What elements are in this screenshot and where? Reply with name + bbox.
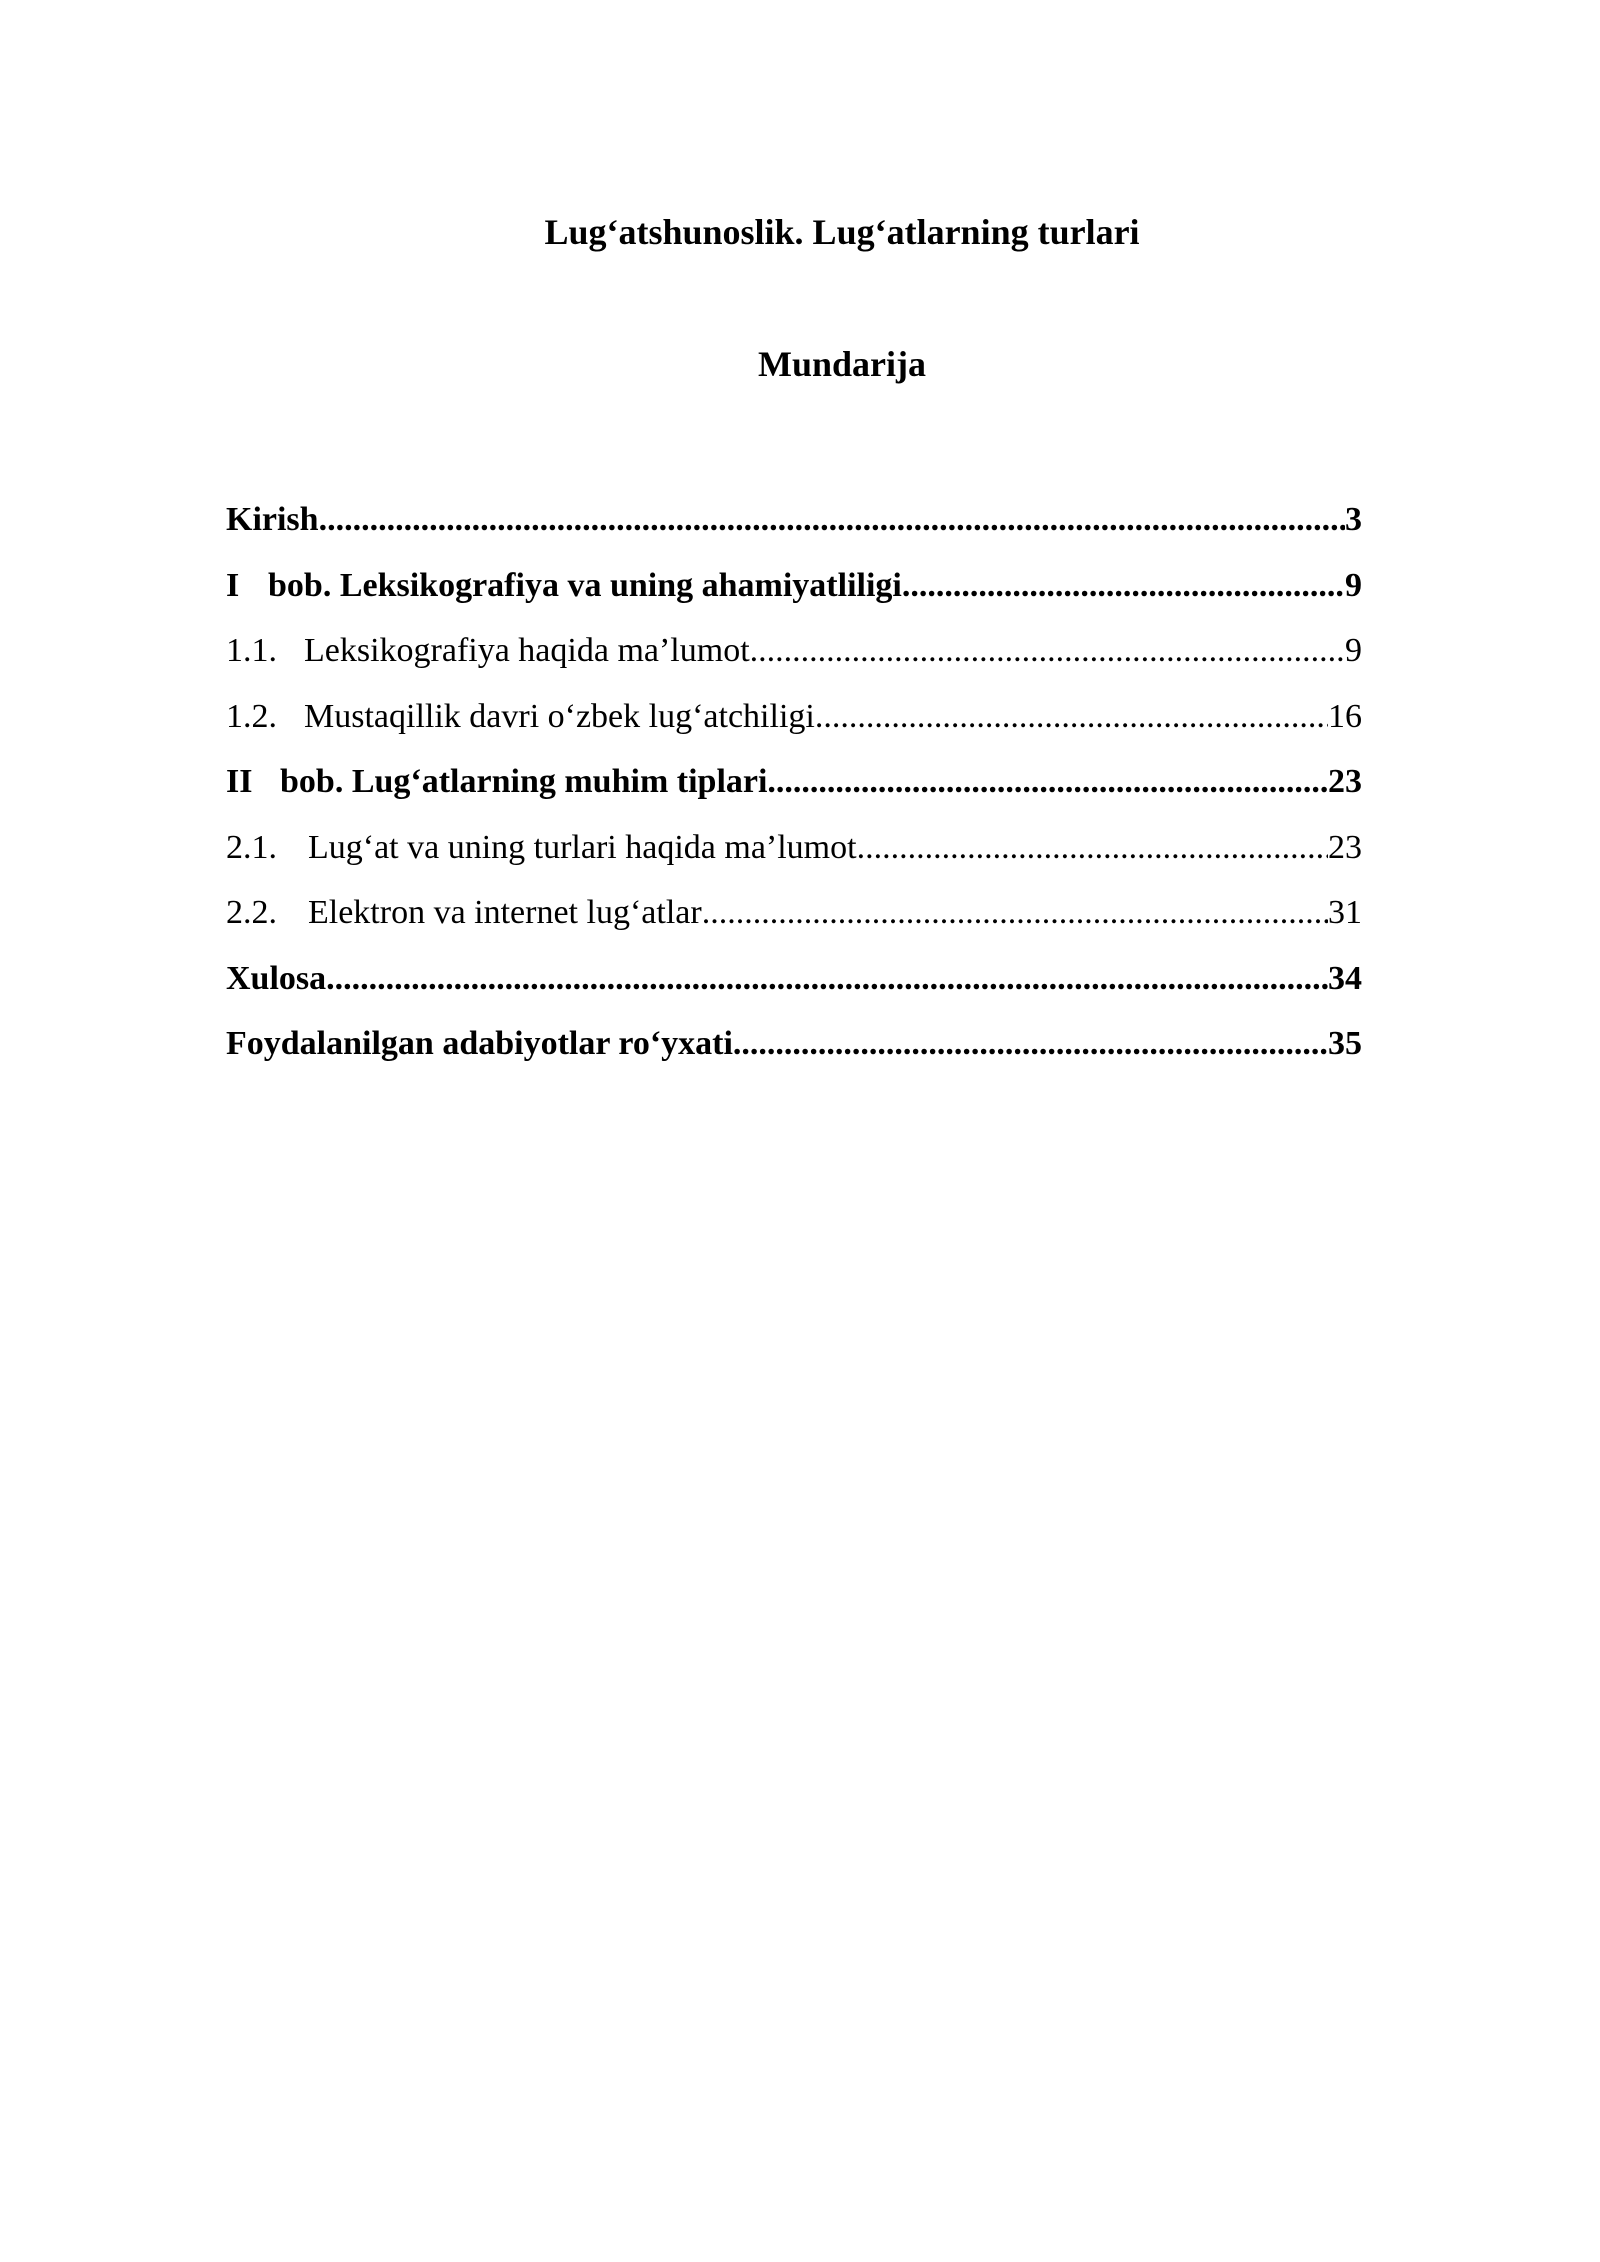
toc-dot-leader	[902, 560, 1345, 612]
toc-entry-chapter-2[interactable]	[226, 756, 1362, 822]
toc-entry-title: Lug‘at va uning turlari haqida ma’lumot	[308, 828, 857, 866]
toc-entry-introduction[interactable]	[226, 494, 1362, 560]
toc-entry-title: Kirish	[226, 501, 319, 538]
table-of-contents	[226, 494, 1362, 1084]
toc-dot-leader	[702, 887, 1328, 939]
toc-entry-title: bob. Leksikografiya va uning ahamiyatliligi	[268, 566, 902, 604]
toc-page-number: 9	[1345, 632, 1362, 669]
toc-section-number: 1.2.	[226, 697, 277, 735]
toc-entry-title: Foydalanilgan adabiyotlar ro‘yxati	[226, 1025, 733, 1062]
toc-page-number: 23	[1328, 828, 1362, 866]
toc-section-number: 1.1.	[226, 632, 277, 669]
toc-entry-title: Mustaqillik davri o‘zbek lug‘atchiligi	[304, 697, 815, 735]
document-title: Lug‘atshunoslik. Lug‘atlarning turlari	[544, 212, 1140, 252]
toc-dot-leader	[750, 625, 1345, 677]
toc-entry-title: Elektron va internet lug‘atlar	[308, 894, 702, 931]
toc-section-number: 2.2.	[226, 894, 277, 931]
toc-page-number: 3	[1345, 501, 1362, 538]
toc-page-number: 9	[1345, 566, 1362, 604]
toc-page-number: 34	[1328, 959, 1362, 997]
toc-dot-leader	[733, 1018, 1328, 1070]
toc-entry-title: Xulosa	[226, 959, 327, 997]
toc-chapter-number: I	[226, 566, 240, 604]
toc-entry-section-2-2[interactable]	[226, 887, 1362, 953]
toc-page-number: 35	[1328, 1025, 1362, 1062]
toc-entry-title: Leksikografiya haqida ma’lumot	[304, 632, 750, 669]
toc-entry-conclusion[interactable]	[226, 953, 1362, 1019]
toc-page-number: 23	[1328, 763, 1362, 800]
toc-entry-section-2-1[interactable]	[226, 822, 1362, 888]
toc-entry-section-1-2[interactable]	[226, 691, 1362, 757]
toc-dot-leader	[857, 822, 1328, 874]
toc-page-number: 31	[1328, 894, 1362, 931]
toc-chapter-number: II	[226, 763, 253, 800]
toc-dot-leader	[319, 494, 1345, 546]
toc-heading: Mundarija	[757, 344, 926, 384]
toc-dot-leader	[767, 756, 1328, 808]
toc-section-number: 2.1.	[226, 828, 277, 866]
toc-dot-leader	[815, 691, 1328, 743]
toc-page-number: 16	[1328, 697, 1362, 735]
toc-dot-leader	[326, 953, 1328, 1005]
toc-entry-title: bob. Lug‘atlarning muhim tiplari	[280, 763, 768, 800]
toc-entry-chapter-1[interactable]	[226, 560, 1362, 626]
toc-entry-references[interactable]	[226, 1018, 1362, 1084]
toc-entry-section-1-1[interactable]	[226, 625, 1362, 691]
